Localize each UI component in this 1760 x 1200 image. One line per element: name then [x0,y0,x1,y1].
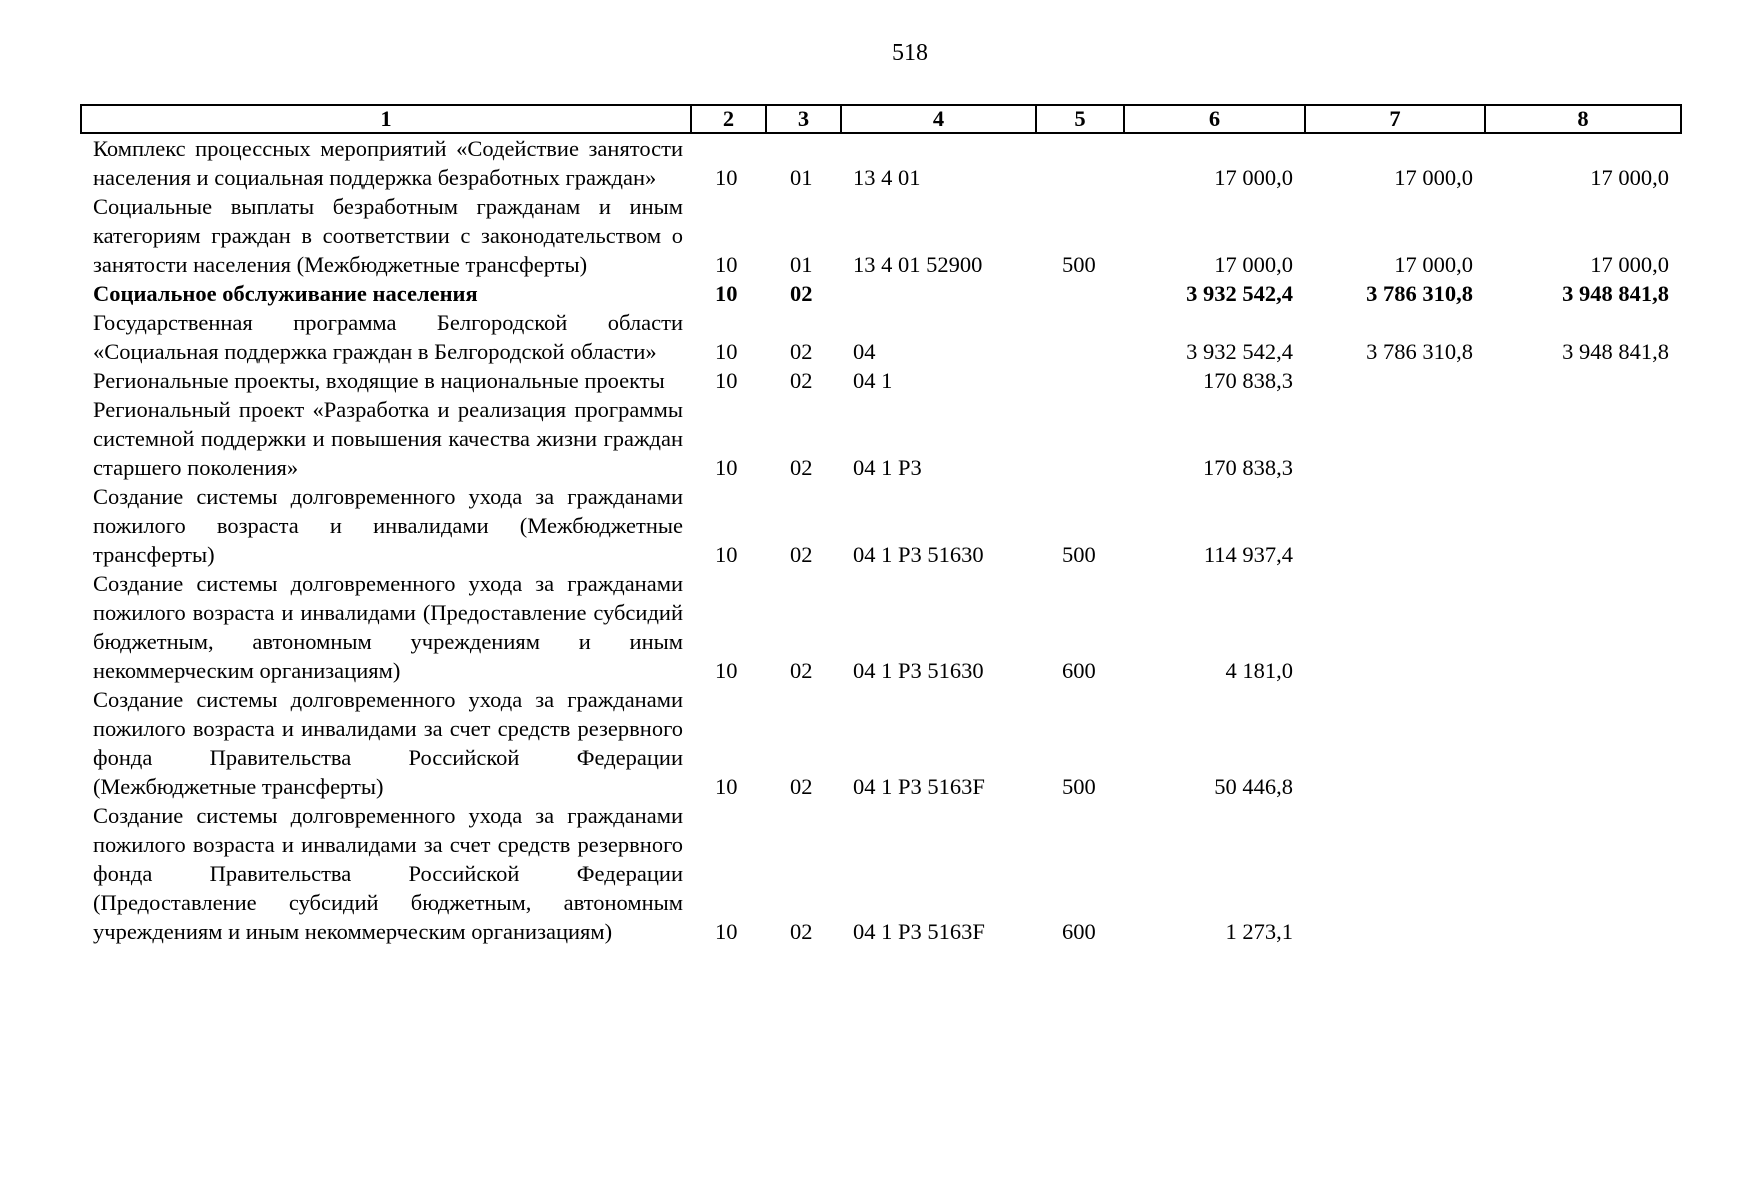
table-row [81,366,1681,395]
row-rz: 10 [715,165,738,190]
row-value-8: 3 948 841,8 [1562,339,1669,364]
row-vr: 500 [1062,774,1096,799]
row-pr: 01 [790,165,813,190]
row-value-6: 3 932 542,4 [1186,281,1293,306]
row-vr: 600 [1062,919,1096,944]
row-name: Социальные выплаты безработным гражданам и иным категориям граждан в соответствии с законодательством о занятости населения (Межбюджетные трансферты) [93,194,683,277]
table-header-row [81,105,1681,133]
row-value-6: 114 937,4 [1203,542,1293,567]
table-row [81,308,1681,366]
page-number: 518 [892,40,928,66]
row-value-8 [1485,366,1681,395]
row-value-6: 17 000,0 [1214,165,1293,190]
row-rz: 10 [715,919,738,944]
row-value-7: 17 000,0 [1394,252,1473,277]
row-value-7 [1305,366,1485,395]
row-pr: 02 [790,658,813,683]
row-pr: 02 [790,281,813,306]
row-vr: 600 [1062,658,1096,683]
row-csr: 04 [853,339,876,364]
table-row-section [81,279,1681,308]
table-row [81,133,1681,192]
row-value-8 [1485,569,1681,685]
row-rz: 10 [715,774,738,799]
column-header: 4 [841,105,1036,133]
row-value-8 [1485,801,1681,946]
row-value-7 [1305,569,1485,685]
row-value-7: 17 000,0 [1394,165,1473,190]
row-value-7: 3 786 310,8 [1366,281,1473,306]
row-name: Государственная программа Белгородской области «Социальная поддержка граждан в Белгородской области» [93,310,683,364]
table-row [81,192,1681,279]
row-rz: 10 [715,252,738,277]
row-value-8 [1485,395,1681,482]
row-pr: 02 [790,919,813,944]
row-name: Создание системы долговременного ухода за гражданами пожилого возраста и инвалидами (Межбюджетные трансферты) [93,484,683,567]
row-value-6: 170 838,3 [1203,455,1293,480]
column-header: 5 [1036,105,1124,133]
row-csr: 04 1 P3 51630 [853,542,984,567]
row-value-7 [1305,685,1485,801]
row-csr: 04 1 P3 [853,455,922,480]
table-row [81,395,1681,482]
row-value-7 [1305,801,1485,946]
table-row [81,569,1681,685]
column-header: 3 [766,105,841,133]
row-vr: 500 [1062,542,1096,567]
column-header: 8 [1485,105,1681,133]
row-pr: 02 [790,774,813,799]
row-value-8: 3 948 841,8 [1562,281,1669,306]
row-name: Комплекс процессных мероприятий «Содействие занятости населения и социальная поддержка безработных граждан» [93,136,683,190]
row-name: Создание системы долговременного ухода за гражданами пожилого возраста и инвалидами за счет средств резервного фонда Правительства Российской Федерации (Предоставление субсидий бюджетным, автономным учреждениям и иным некоммерческим организациям) [93,803,683,944]
row-vr [1036,366,1124,395]
row-vr [1036,308,1124,366]
row-name: Региональные проекты, входящие в национальные проекты [93,368,665,393]
column-header: 2 [691,105,766,133]
row-vr [1036,279,1124,308]
row-value-8: 17 000,0 [1590,252,1669,277]
row-csr: 13 4 01 52900 [853,252,983,277]
column-header: 6 [1124,105,1305,133]
row-csr: 04 1 P3 5163F [853,919,985,944]
row-value-7: 3 786 310,8 [1366,339,1473,364]
row-csr: 04 1 P3 51630 [853,658,984,683]
row-value-7 [1305,395,1485,482]
row-vr: 500 [1062,252,1096,277]
row-value-6: 170 838,3 [1203,368,1293,393]
row-name: Создание системы долговременного ухода за гражданами пожилого возраста и инвалидами (Предоставление субсидий бюджетным, автономным учреждениям и иным некоммерческим организациям) [93,571,683,683]
row-rz: 10 [715,339,738,364]
row-vr [1036,395,1124,482]
row-rz: 10 [715,542,738,567]
budget-table [80,104,1682,946]
row-pr: 02 [790,455,813,480]
row-value-6: 1 273,1 [1225,919,1293,944]
column-header: 1 [81,105,691,133]
row-value-6: 4 181,0 [1225,658,1293,683]
row-vr [1036,133,1124,192]
table-row [81,801,1681,946]
row-pr: 02 [790,368,813,393]
row-pr: 02 [790,542,813,567]
row-rz: 10 [715,455,738,480]
row-csr [841,279,1036,308]
row-name: Создание системы долговременного ухода за гражданами пожилого возраста и инвалидами за счет средств резервного фонда Правительства Российской Федерации (Межбюджетные трансферты) [93,687,683,799]
table-row [81,685,1681,801]
row-pr: 01 [790,252,813,277]
row-value-6: 50 446,8 [1214,774,1293,799]
row-rz: 10 [715,281,738,306]
row-value-8: 17 000,0 [1590,165,1669,190]
row-value-6: 3 932 542,4 [1186,339,1293,364]
table-row [81,482,1681,569]
row-value-8 [1485,685,1681,801]
row-value-8 [1485,482,1681,569]
row-pr: 02 [790,339,813,364]
row-csr: 04 1 [853,368,893,393]
row-name: Социальное обслуживание населения [93,281,478,306]
column-header: 7 [1305,105,1485,133]
row-csr: 04 1 P3 5163F [853,774,985,799]
row-value-6: 17 000,0 [1214,252,1293,277]
row-rz: 10 [715,368,738,393]
row-name: Региональный проект «Разработка и реализация программы системной поддержки и повышения качества жизни граждан старшего поколения» [93,397,683,480]
row-csr: 13 4 01 [853,165,921,190]
row-value-7 [1305,482,1485,569]
row-rz: 10 [715,658,738,683]
